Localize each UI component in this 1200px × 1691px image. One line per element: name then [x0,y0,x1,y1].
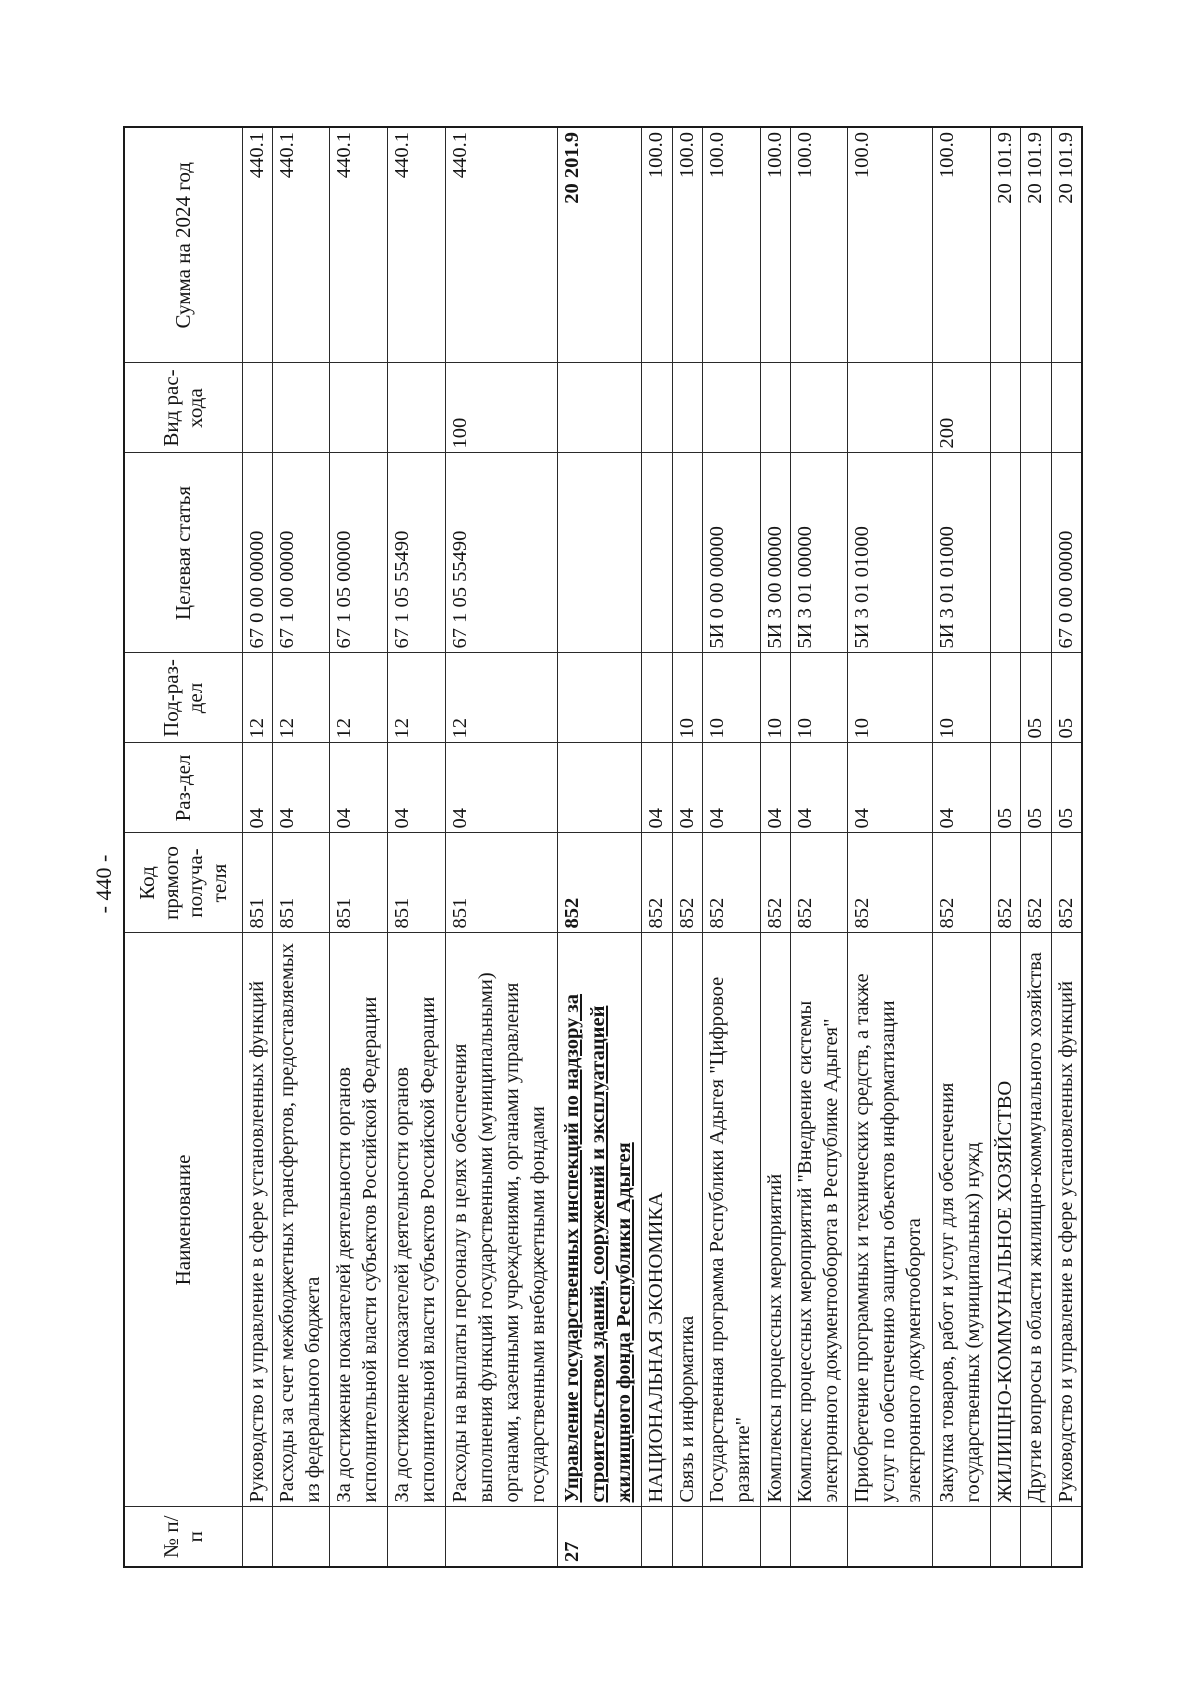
row-sum: 20 101.9 [1051,127,1082,363]
row-target-article [672,453,702,653]
row-recipient-code: 851 [272,833,330,933]
row-section: 04 [242,743,272,833]
row-recipient-code: 851 [387,833,445,933]
row-expense-type [703,363,761,453]
row-name: Другие вопросы в области жилищно-коммунального хозяйства [1021,933,1051,1507]
row-subsection: 10 [933,653,991,743]
row-expense-type [642,363,672,453]
table-row [672,127,702,1567]
row-number [1021,1507,1051,1567]
row-recipient-code: 852 [990,833,1020,933]
table-row [1021,127,1051,1567]
row-recipient-code: 852 [760,833,790,933]
row-expense-type [1051,363,1082,453]
row-number [445,1507,557,1567]
row-recipient-code: 852 [557,833,642,933]
row-section: 04 [790,743,848,833]
row-name: Руководство и управление в сфере установленных функций [1051,933,1082,1507]
row-section: 04 [387,743,445,833]
row-target-article: 67 1 05 00000 [330,453,388,653]
row-subsection: 10 [672,653,702,743]
table-row [848,127,933,1567]
row-section: 04 [642,743,672,833]
row-subsection: 05 [1051,653,1082,743]
row-name: Комплекс процессных мероприятий "Внедрение системы электронного документооборота в Республике Адыгея" [790,933,848,1507]
row-recipient-code: 851 [330,833,388,933]
row-expense-type: 200 [933,363,991,453]
row-number [848,1507,933,1567]
row-expense-type [330,363,388,453]
row-expense-type [672,363,702,453]
row-name: За достижение показателей деятельности органов исполнительной власти субъектов Российской Федерации [330,933,388,1507]
row-section: 04 [445,743,557,833]
row-name: За достижение показателей деятельности органов исполнительной власти субъектов Российской Федерации [387,933,445,1507]
row-sum: 100.0 [672,127,702,363]
table-row [1051,127,1082,1567]
row-expense-type [557,363,642,453]
row-sum: 20 201.9 [557,127,642,363]
page-number: - 440 - [91,854,116,914]
row-number [990,1507,1020,1567]
header-code: Код прямого получа-теля [124,833,242,933]
header-num: № п/п [124,1507,242,1567]
row-subsection: 10 [848,653,933,743]
header-subsection: Под-раз-дел [124,653,242,743]
row-expense-type [272,363,330,453]
row-subsection [557,653,642,743]
row-section: 04 [672,743,702,833]
row-name: Приобретение программных и технических средств, а также услуг по обеспечению защиты объектов информатизации электронного документооборота [848,933,933,1507]
row-target-article: 67 0 00 00000 [242,453,272,653]
row-name: Управление государственных инспекций по надзору за строительством зданий, сооружений и эксплуатацией жилищного фонда Республики Адыгея [557,933,642,1507]
table-row [272,127,330,1567]
row-sum: 100.0 [703,127,761,363]
row-number [242,1507,272,1567]
row-name: Связь и информатика [672,933,702,1507]
row-subsection: 12 [445,653,557,743]
row-recipient-code: 852 [1021,833,1051,933]
row-name: ЖИЛИЩНО-КОММУНАЛЬНОЕ ХОЗЯЙСТВО [990,933,1020,1507]
table-row [445,127,557,1567]
header-name: Наименование [124,933,242,1507]
row-name: НАЦИОНАЛЬНАЯ ЭКОНОМИКА [642,933,672,1507]
row-name: Комплексы процессных мероприятий [760,933,790,1507]
row-name: Государственная программа Республики Адыгея "Цифровое развитие" [703,933,761,1507]
row-recipient-code: 852 [703,833,761,933]
row-number [760,1507,790,1567]
table-row [387,127,445,1567]
row-number [703,1507,761,1567]
header-sum: Сумма на 2024 год [124,127,242,363]
row-name: Расходы на выплаты персоналу в целях обеспечения выполнения функций государственными (муниципальными) органами, казенными учреждениями, органами управления государственными внебюджетными фондами [445,933,557,1507]
row-target-article: 5И 3 00 00000 [760,453,790,653]
row-target-article [1021,453,1051,653]
row-expense-type [848,363,933,453]
table-row [242,127,272,1567]
row-subsection: 05 [1021,653,1051,743]
row-recipient-code: 851 [242,833,272,933]
table-row [790,127,848,1567]
row-sum: 100.0 [642,127,672,363]
row-expense-type [990,363,1020,453]
row-target-article [990,453,1020,653]
row-sum: 100.0 [933,127,991,363]
row-number [387,1507,445,1567]
row-subsection: 10 [790,653,848,743]
row-number [933,1507,991,1567]
table-row [760,127,790,1567]
row-sum: 440.1 [330,127,388,363]
row-section: 05 [1021,743,1051,833]
row-sum: 100.0 [790,127,848,363]
row-name: Расходы за счет межбюджетных трансфертов, предоставляемых из федерального бюджета [272,933,330,1507]
row-target-article [642,453,672,653]
table-row [330,127,388,1567]
row-section [557,743,642,833]
row-subsection: 12 [272,653,330,743]
row-number [1051,1507,1082,1567]
row-target-article: 67 1 05 55490 [445,453,557,653]
table-header-row [124,127,242,1567]
row-section: 04 [330,743,388,833]
row-target-article: 67 1 05 55490 [387,453,445,653]
row-section: 04 [848,743,933,833]
row-section: 05 [990,743,1020,833]
row-subsection: 12 [242,653,272,743]
row-expense-type [790,363,848,453]
row-name: Руководство и управление в сфере установленных функций [242,933,272,1507]
row-expense-type [1021,363,1051,453]
row-subsection: 12 [387,653,445,743]
row-target-article: 5И 3 01 00000 [790,453,848,653]
row-target-article: 5И 3 01 01000 [848,453,933,653]
row-target-article [557,453,642,653]
row-section: 04 [272,743,330,833]
row-number [272,1507,330,1567]
header-expense: Вид рас-хода [124,363,242,453]
row-number [672,1507,702,1567]
row-subsection [642,653,672,743]
table-row [933,127,991,1567]
row-expense-type [387,363,445,453]
row-target-article: 5И 3 01 01000 [933,453,991,653]
row-recipient-code: 852 [848,833,933,933]
row-sum: 20 101.9 [990,127,1020,363]
row-recipient-code: 852 [933,833,991,933]
table-row [642,127,672,1567]
row-number: 27 [557,1507,642,1567]
table-row [557,127,642,1567]
row-target-article: 67 0 00 00000 [1051,453,1082,653]
budget-table [123,126,1083,1568]
row-name: Закупка товаров, работ и услуг для обеспечения государственных (муниципальных) нужд [933,933,991,1507]
row-target-article: 5И 0 00 00000 [703,453,761,653]
row-sum: 440.1 [242,127,272,363]
table-body [242,127,1082,1567]
row-section: 04 [703,743,761,833]
row-recipient-code: 852 [790,833,848,933]
row-recipient-code: 852 [672,833,702,933]
row-expense-type [760,363,790,453]
row-sum: 20 101.9 [1021,127,1051,363]
row-number [642,1507,672,1567]
row-recipient-code: 852 [642,833,672,933]
row-recipient-code: 852 [1051,833,1082,933]
row-target-article: 67 1 00 00000 [272,453,330,653]
row-section: 04 [933,743,991,833]
row-section: 05 [1051,743,1082,833]
row-subsection: 10 [760,653,790,743]
row-sum: 440.1 [272,127,330,363]
row-sum: 100.0 [848,127,933,363]
row-number [330,1507,388,1567]
row-section: 04 [760,743,790,833]
row-sum: 440.1 [387,127,445,363]
row-recipient-code: 851 [445,833,557,933]
header-section: Раз-дел [124,743,242,833]
table-row [703,127,761,1567]
row-sum: 100.0 [760,127,790,363]
header-article: Целевая статья [124,453,242,653]
row-expense-type: 100 [445,363,557,453]
row-subsection [990,653,1020,743]
row-sum: 440.1 [445,127,557,363]
row-expense-type [242,363,272,453]
row-subsection: 12 [330,653,388,743]
row-subsection: 10 [703,653,761,743]
row-number [790,1507,848,1567]
rotated-table-container [123,128,1083,1568]
table-row [990,127,1020,1567]
